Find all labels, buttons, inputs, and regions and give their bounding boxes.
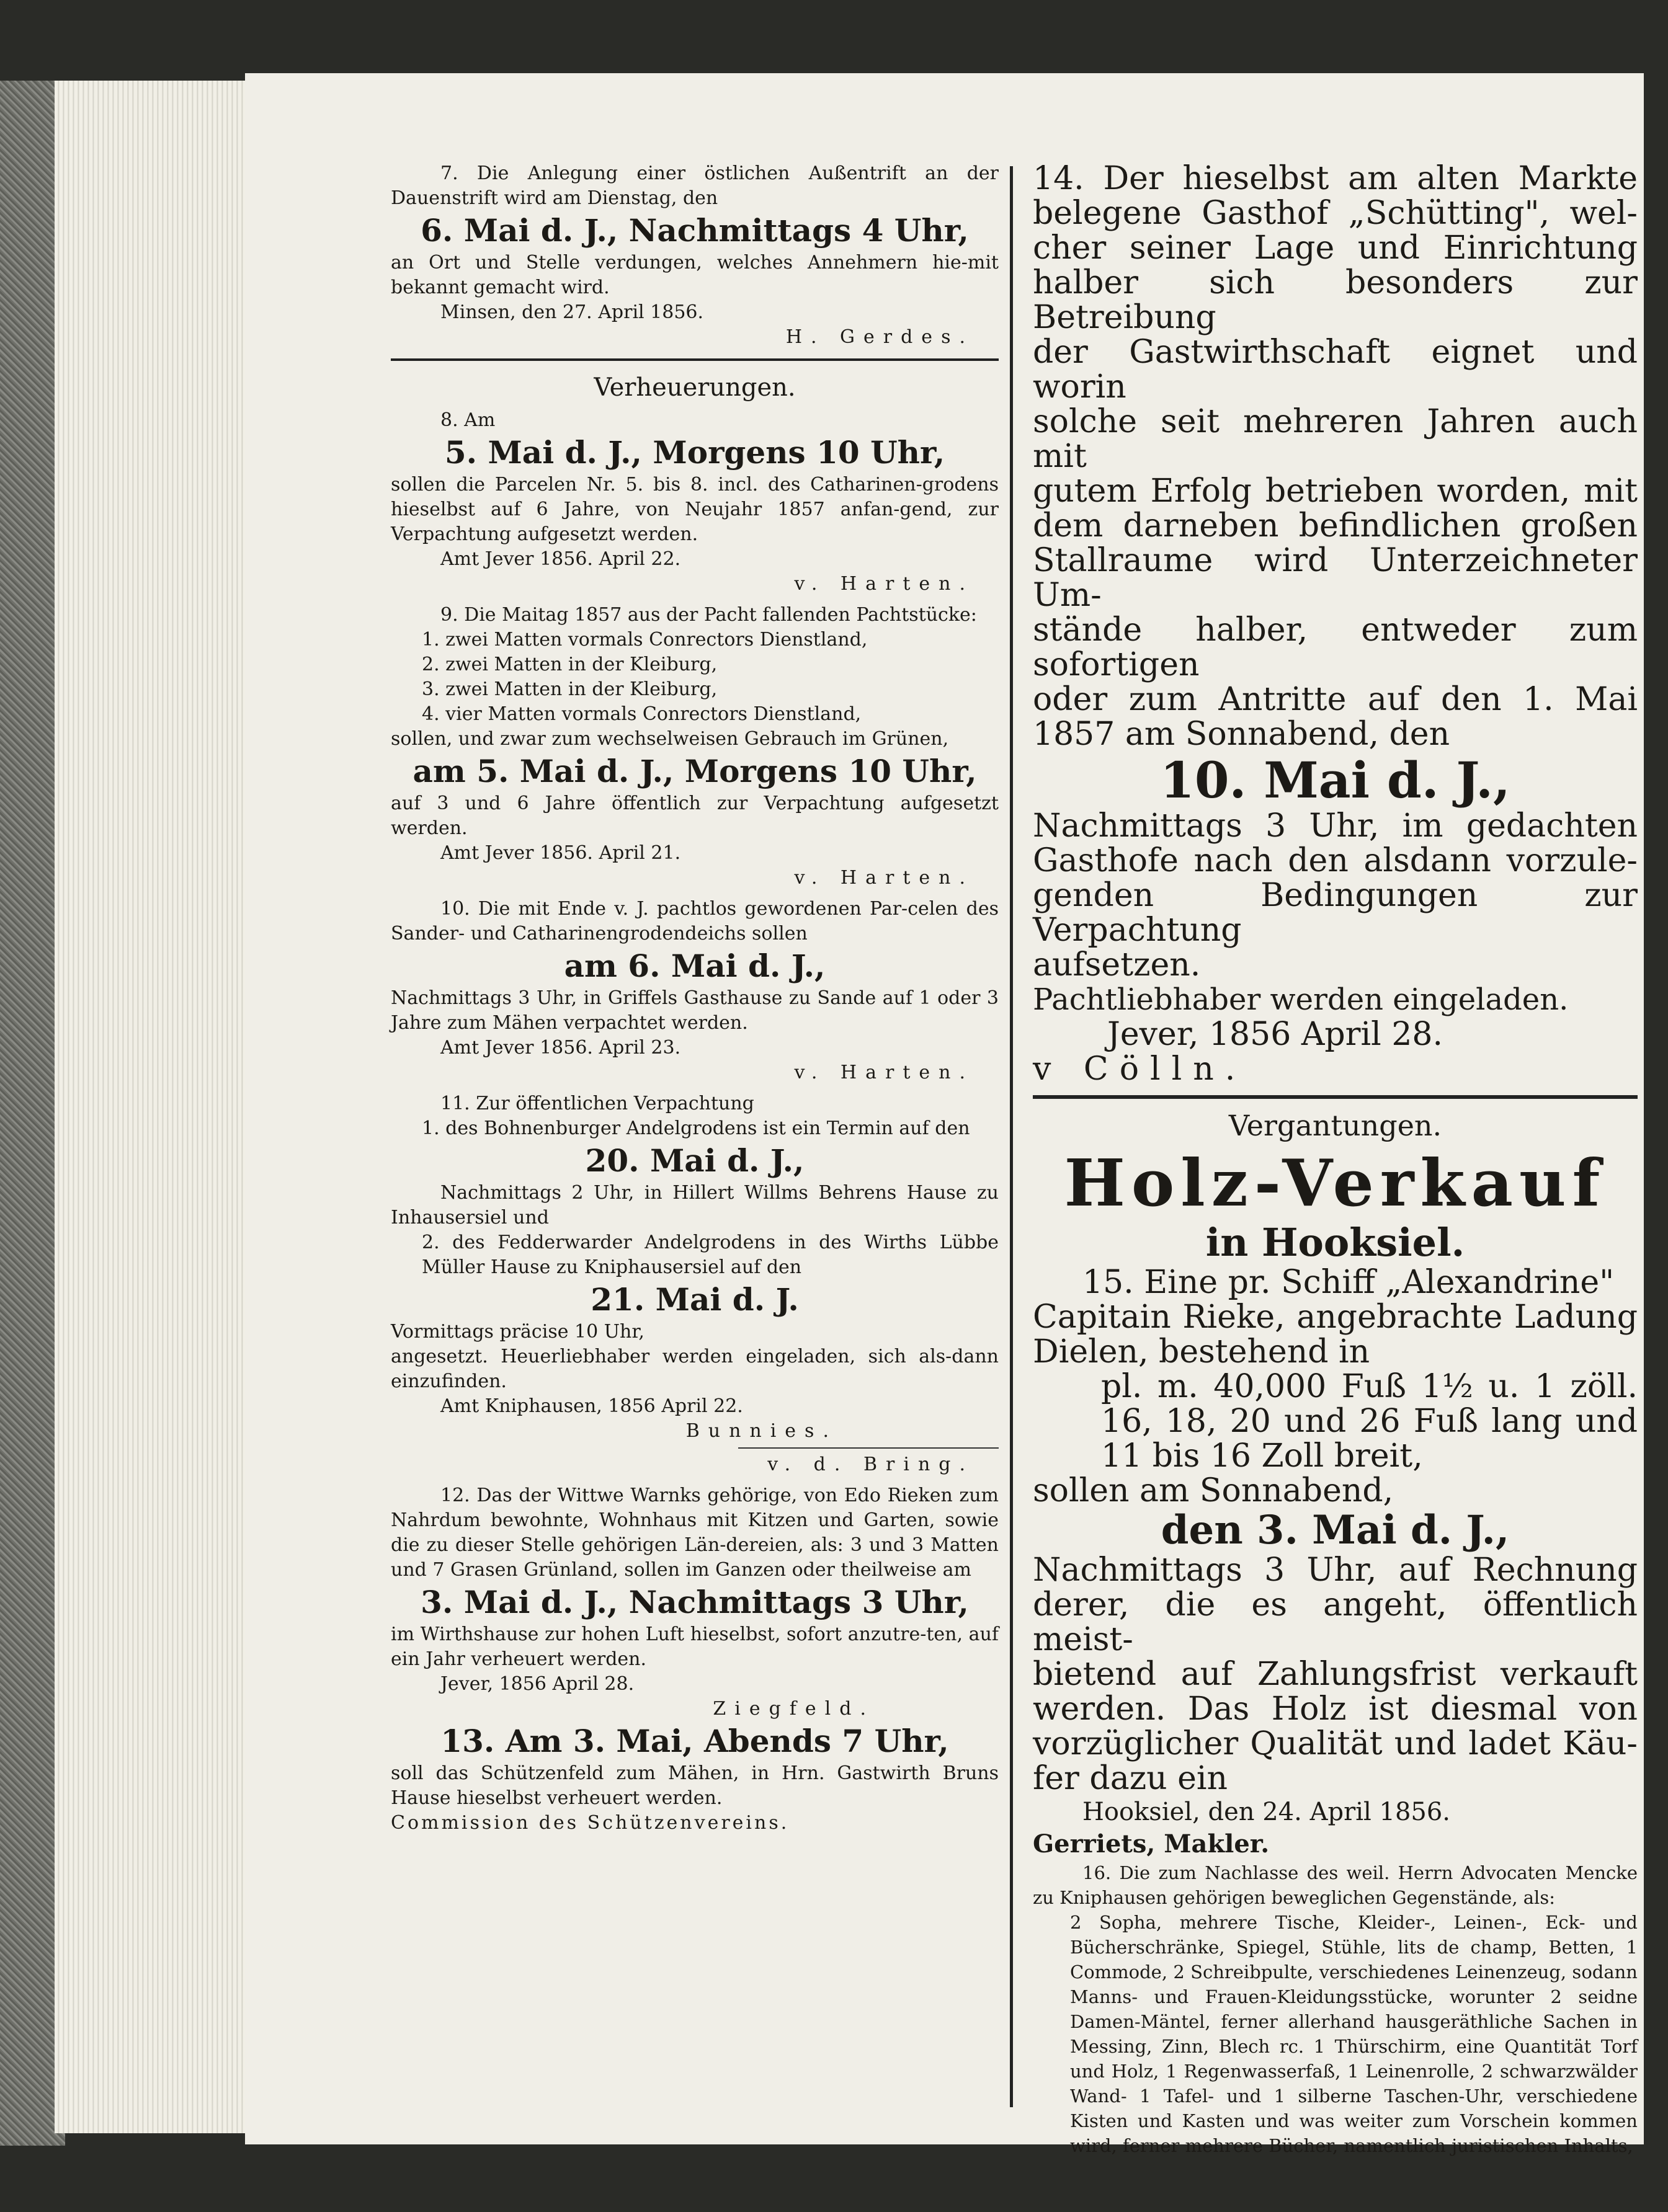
notice-14-line: der Gastwirthschaft eignet und worin bbox=[1033, 334, 1638, 406]
notice-10-text2: Nachmittags 3 Uhr, in Griffels Gasthause zu Sande auf 1 oder 3 Jahre zum Mähen verpachtet werden. bbox=[391, 987, 999, 1034]
notice-11-date2: 21. Mai d. J. bbox=[591, 1281, 799, 1318]
notice-14-line: Stallraume wird Unterzeichneter Um- bbox=[1033, 542, 1638, 614]
section-heading-verheuerungen: Verheuerungen. bbox=[594, 373, 796, 402]
notice-14-line: Nachmittags 3 Uhr, im gedachten bbox=[1033, 807, 1638, 845]
notice-9-signature: v. Harten. bbox=[794, 867, 974, 889]
notice-11-item2: 2. des Fedderwarder Andelgrodens in des Wirths Lübbe Müller Hause zu Kniphausersiel auf den bbox=[422, 1232, 999, 1278]
notice-11-text: 11. Zur öffentlichen Verpachtung bbox=[440, 1093, 754, 1114]
notice-15-line: derer, die es angeht, öffentlich meist- bbox=[1033, 1586, 1638, 1658]
notice-14-line: genden Bedingungen zur Verpachtung bbox=[1033, 877, 1638, 949]
left-column bbox=[391, 161, 999, 1836]
notice-10-text: 10. Die mit Ende v. J. pachtlos gewordenen Par-celen des Sander- und Catharinengrodendeichs sollen bbox=[391, 898, 999, 944]
notice-12 bbox=[391, 1483, 999, 1721]
notice-11-text3: Vormittags präcise 10 Uhr, bbox=[391, 1321, 644, 1343]
notice-13-date: 13. Am 3. Mai, Abends 7 Uhr, bbox=[440, 1723, 949, 1759]
subheadline-hooksiel: in Hooksiel. bbox=[1205, 1220, 1465, 1265]
notice-14-line: stände halber, entweder zum sofortigen bbox=[1033, 611, 1638, 683]
notice-8-place: Amt Jever 1856. April 22. bbox=[440, 548, 681, 570]
signature-rule bbox=[738, 1447, 999, 1449]
notice-10 bbox=[391, 897, 999, 1085]
notice-15-line: 15. Eine pr. Schiff „Alexandrine" bbox=[1082, 1264, 1615, 1301]
notice-8-date: 5. Mai d. J., Morgens 10 Uhr, bbox=[444, 434, 945, 471]
notice-11-date1: 20. Mai d. J., bbox=[585, 1142, 805, 1179]
notice-15-place: Hooksiel, den 24. April 1856. bbox=[1082, 1798, 1451, 1826]
notice-14-line: gutem Erfolg betrieben worden, mit bbox=[1033, 473, 1638, 510]
notice-14-line: oder zum Antritte auf den 1. Mai bbox=[1033, 681, 1638, 718]
notice-9-text3: auf 3 und 6 Jahre öffentlich zur Verpachtung aufgesetzt werden. bbox=[391, 793, 999, 839]
section-rule bbox=[391, 358, 999, 361]
notice-14-line: Gasthofe nach den alsdann vorzule- bbox=[1033, 842, 1638, 879]
list-item: 4. vier Matten vormals Conrectors Dienstland, bbox=[422, 703, 862, 725]
notice-12-place: Jever, 1856 April 28. bbox=[440, 1673, 635, 1695]
notice-7-place: Minsen, den 27. April 1856. bbox=[440, 301, 704, 323]
notice-10-signature: v. Harten. bbox=[794, 1062, 974, 1083]
notice-15-line: Nachmittags 3 Uhr, auf Rechnung bbox=[1033, 1552, 1638, 1589]
notice-15-line: werden. Das Holz ist diesmal von bbox=[1033, 1690, 1638, 1728]
notice-11-item1: 1. des Bohnenburger Andelgrodens ist ein Termin auf den bbox=[422, 1117, 970, 1139]
notice-14-line: aufsetzen. bbox=[1033, 946, 1201, 984]
section-heading-vergantungen: Vergantungen. bbox=[1228, 1109, 1442, 1142]
notice-8-num: 8. Am bbox=[440, 409, 496, 431]
notice-15-line: pl. m. 40,000 Fuß 1½ u. 1 zöll. bbox=[1101, 1368, 1638, 1405]
notice-11-signature1: Bunnies. bbox=[685, 1420, 837, 1442]
right-column bbox=[1033, 161, 1638, 2158]
notice-11-text4: angesetzt. Heuerliebhaber werden eingeladen, sich als-dann einzufinden. bbox=[391, 1346, 999, 1392]
list-item: 2. zwei Matten in der Kleiburg, bbox=[422, 654, 718, 675]
notice-15-line: 16, 18, 20 und 26 Fuß lang und bbox=[1101, 1403, 1638, 1440]
notice-10-place: Amt Jever 1856. April 23. bbox=[440, 1037, 681, 1059]
notice-15 bbox=[1033, 1265, 1638, 1860]
notice-7-text2: an Ort und Stelle verdungen, welches Annehmern hie-mit bekannt gemacht wird. bbox=[391, 252, 999, 298]
notice-9-date: am 5. Mai d. J., Morgens 10 Uhr, bbox=[413, 753, 977, 789]
notice-7-signature: H. Gerdes. bbox=[785, 326, 974, 348]
notice-9 bbox=[391, 603, 999, 891]
notice-14-invite: Pachtliebhaber werden eingeladen. bbox=[1033, 982, 1569, 1017]
notice-15-line: 11 bis 16 Zoll breit, bbox=[1101, 1437, 1423, 1475]
notice-13 bbox=[391, 1721, 999, 1836]
notice-15-line: fer dazu ein bbox=[1033, 1760, 1228, 1797]
headline-holz-verkauf: Holz-Verkauf bbox=[1064, 1145, 1607, 1221]
section-rule bbox=[1033, 1095, 1638, 1099]
notice-14-line: cher seiner Lage und Einrichtung bbox=[1033, 229, 1638, 267]
notice-9-place: Amt Jever 1856. April 21. bbox=[440, 842, 681, 864]
notice-8-signature: v. Harten. bbox=[794, 573, 974, 595]
notice-11 bbox=[391, 1091, 999, 1477]
notice-15-line: sollen am Sonnabend, bbox=[1033, 1472, 1394, 1509]
notice-14-line: 1857 am Sonnabend, den bbox=[1033, 716, 1450, 753]
notice-7 bbox=[391, 161, 999, 350]
notice-15-line: Dielen, bestehend in bbox=[1033, 1333, 1370, 1370]
notice-14-signature: v Cölln. bbox=[1033, 1050, 1247, 1088]
notice-14-line: 14. Der hieselbst am alten Markte bbox=[1033, 160, 1638, 197]
list-item: 3. zwei Matten in der Kleiburg, bbox=[422, 678, 718, 700]
notice-12-date: 3. Mai d. J., Nachmittags 3 Uhr, bbox=[421, 1584, 969, 1620]
notice-14-place: Jever, 1856 April 28. bbox=[1107, 1016, 1443, 1053]
notice-11-place: Amt Kniphausen, 1856 April 22. bbox=[440, 1395, 743, 1417]
notice-14-line: dem darneben befindlichen großen bbox=[1033, 507, 1638, 544]
notice-10-date: am 6. Mai d. J., bbox=[564, 948, 826, 984]
notice-8-text: sollen die Parcelen Nr. 5. bis 8. incl. des Catharinen-grodens hieselbst auf 6 Jahre, von Neujahr 1857 anfan-gend, zur Verpachtung aufgesetzt werden. bbox=[391, 474, 999, 545]
notice-14-line: halber sich besonders zur Betreibung bbox=[1033, 264, 1638, 336]
notice-15-signature: Gerriets, Makler. bbox=[1033, 1829, 1270, 1859]
notice-16-text2: 2 Sopha, mehrere Tische, Kleider-, Leinen-, Eck- und Bücherschränke, Spiegel, Stühle, lits de champ, Betten, 1 Commode, 2 Schreibpulte, verschiedenes Leinenzeug, sodann Manns- und Frauen-Kleidungsstücke, worunter 2 seidne Damen-Mäntel, ferner allerhand hausgeräthliche Sachen in Messing, Zinn, Blech rc. 1 Thürschirm, eine Quantität Torf und Holz, 1 Regenwasserfaß, 1 Leinenrolle, 2 schwarzwälder Wand- 1 Tafel- und 1 silberne Taschen-Uhr, verschiedene Kisten und Kasten und was weiter zum Vorschein kommen wird, ferner mehrere Bücher, namentlich juristischen Inhalts, bbox=[1070, 1912, 1638, 2156]
notice-14 bbox=[1033, 161, 1638, 1086]
notice-12-signature: Ziegfeld. bbox=[713, 1698, 875, 1720]
notice-14-date: 10. Mai d. J., bbox=[1160, 751, 1510, 809]
notice-7-date: 6. Mai d. J., Nachmittags 4 Uhr, bbox=[421, 212, 969, 249]
notice-12-text2: im Wirthshause zur hohen Luft hieselbst, sofort anzutre-ten, auf ein Jahr verheuert werden. bbox=[391, 1623, 999, 1670]
notice-13-signature: Commission des Schützenvereins. bbox=[391, 1812, 790, 1834]
notice-13-text: soll das Schützenfeld zum Mähen, in Hrn. Gastwirth Bruns Hause hieselbst verheuert werden. bbox=[391, 1762, 999, 1809]
list-item: 1. zwei Matten vormals Conrectors Dienstland, bbox=[422, 629, 868, 651]
notice-7-text: 7. Die Anlegung einer östlichen Außentrift an der Dauenstrift wird am Dienstag, den bbox=[391, 162, 999, 209]
notice-12-text: 12. Das der Wittwe Warnks gehörige, von Edo Rieken zum Nahrdum bewohnte, Wohnhaus mit Kitzen und Garten, sowie die zu dieser Stelle gehörigen Län-dereien, als: 3 und 3 Matten und 7 Grasen Grünland, sollen im Ganzen oder theilweise am bbox=[391, 1485, 999, 1581]
notice-15-line: vorzüglicher Qualität und ladet Käu- bbox=[1033, 1725, 1638, 1762]
notice-11-text2: Nachmittags 2 Uhr, in Hillert Willms Behrens Hause zu Inhausersiel und bbox=[391, 1182, 999, 1228]
notice-16 bbox=[1033, 1860, 1638, 2158]
notice-16-text: 16. Die zum Nachlasse des weil. Herrn Advocaten Mencke zu Kniphausen gehörigen beweglichen Gegenstände, als: bbox=[1033, 1862, 1638, 1908]
notice-8 bbox=[391, 408, 999, 597]
notice-9-text: 9. Die Maitag 1857 aus der Pacht fallenden Pachtstücke: bbox=[440, 604, 977, 626]
notice-14-line: belegene Gasthof „Schütting", wel- bbox=[1033, 195, 1638, 232]
notice-11-signature2: v. d. Bring. bbox=[767, 1454, 974, 1475]
notice-14-line: solche seit mehreren Jahren auch mit bbox=[1033, 403, 1638, 475]
notice-15-line: bietend auf Zahlungsfrist verkauft bbox=[1033, 1656, 1638, 1693]
notice-15-date: den 3. Mai d. J., bbox=[1161, 1507, 1510, 1553]
column-divider bbox=[1010, 166, 1013, 2107]
notice-9-text2: sollen, und zwar zum wechselweisen Gebrauch im Grünen, bbox=[391, 728, 949, 750]
notice-15-line: Capitain Rieke, angebrachte Ladung bbox=[1033, 1299, 1638, 1336]
